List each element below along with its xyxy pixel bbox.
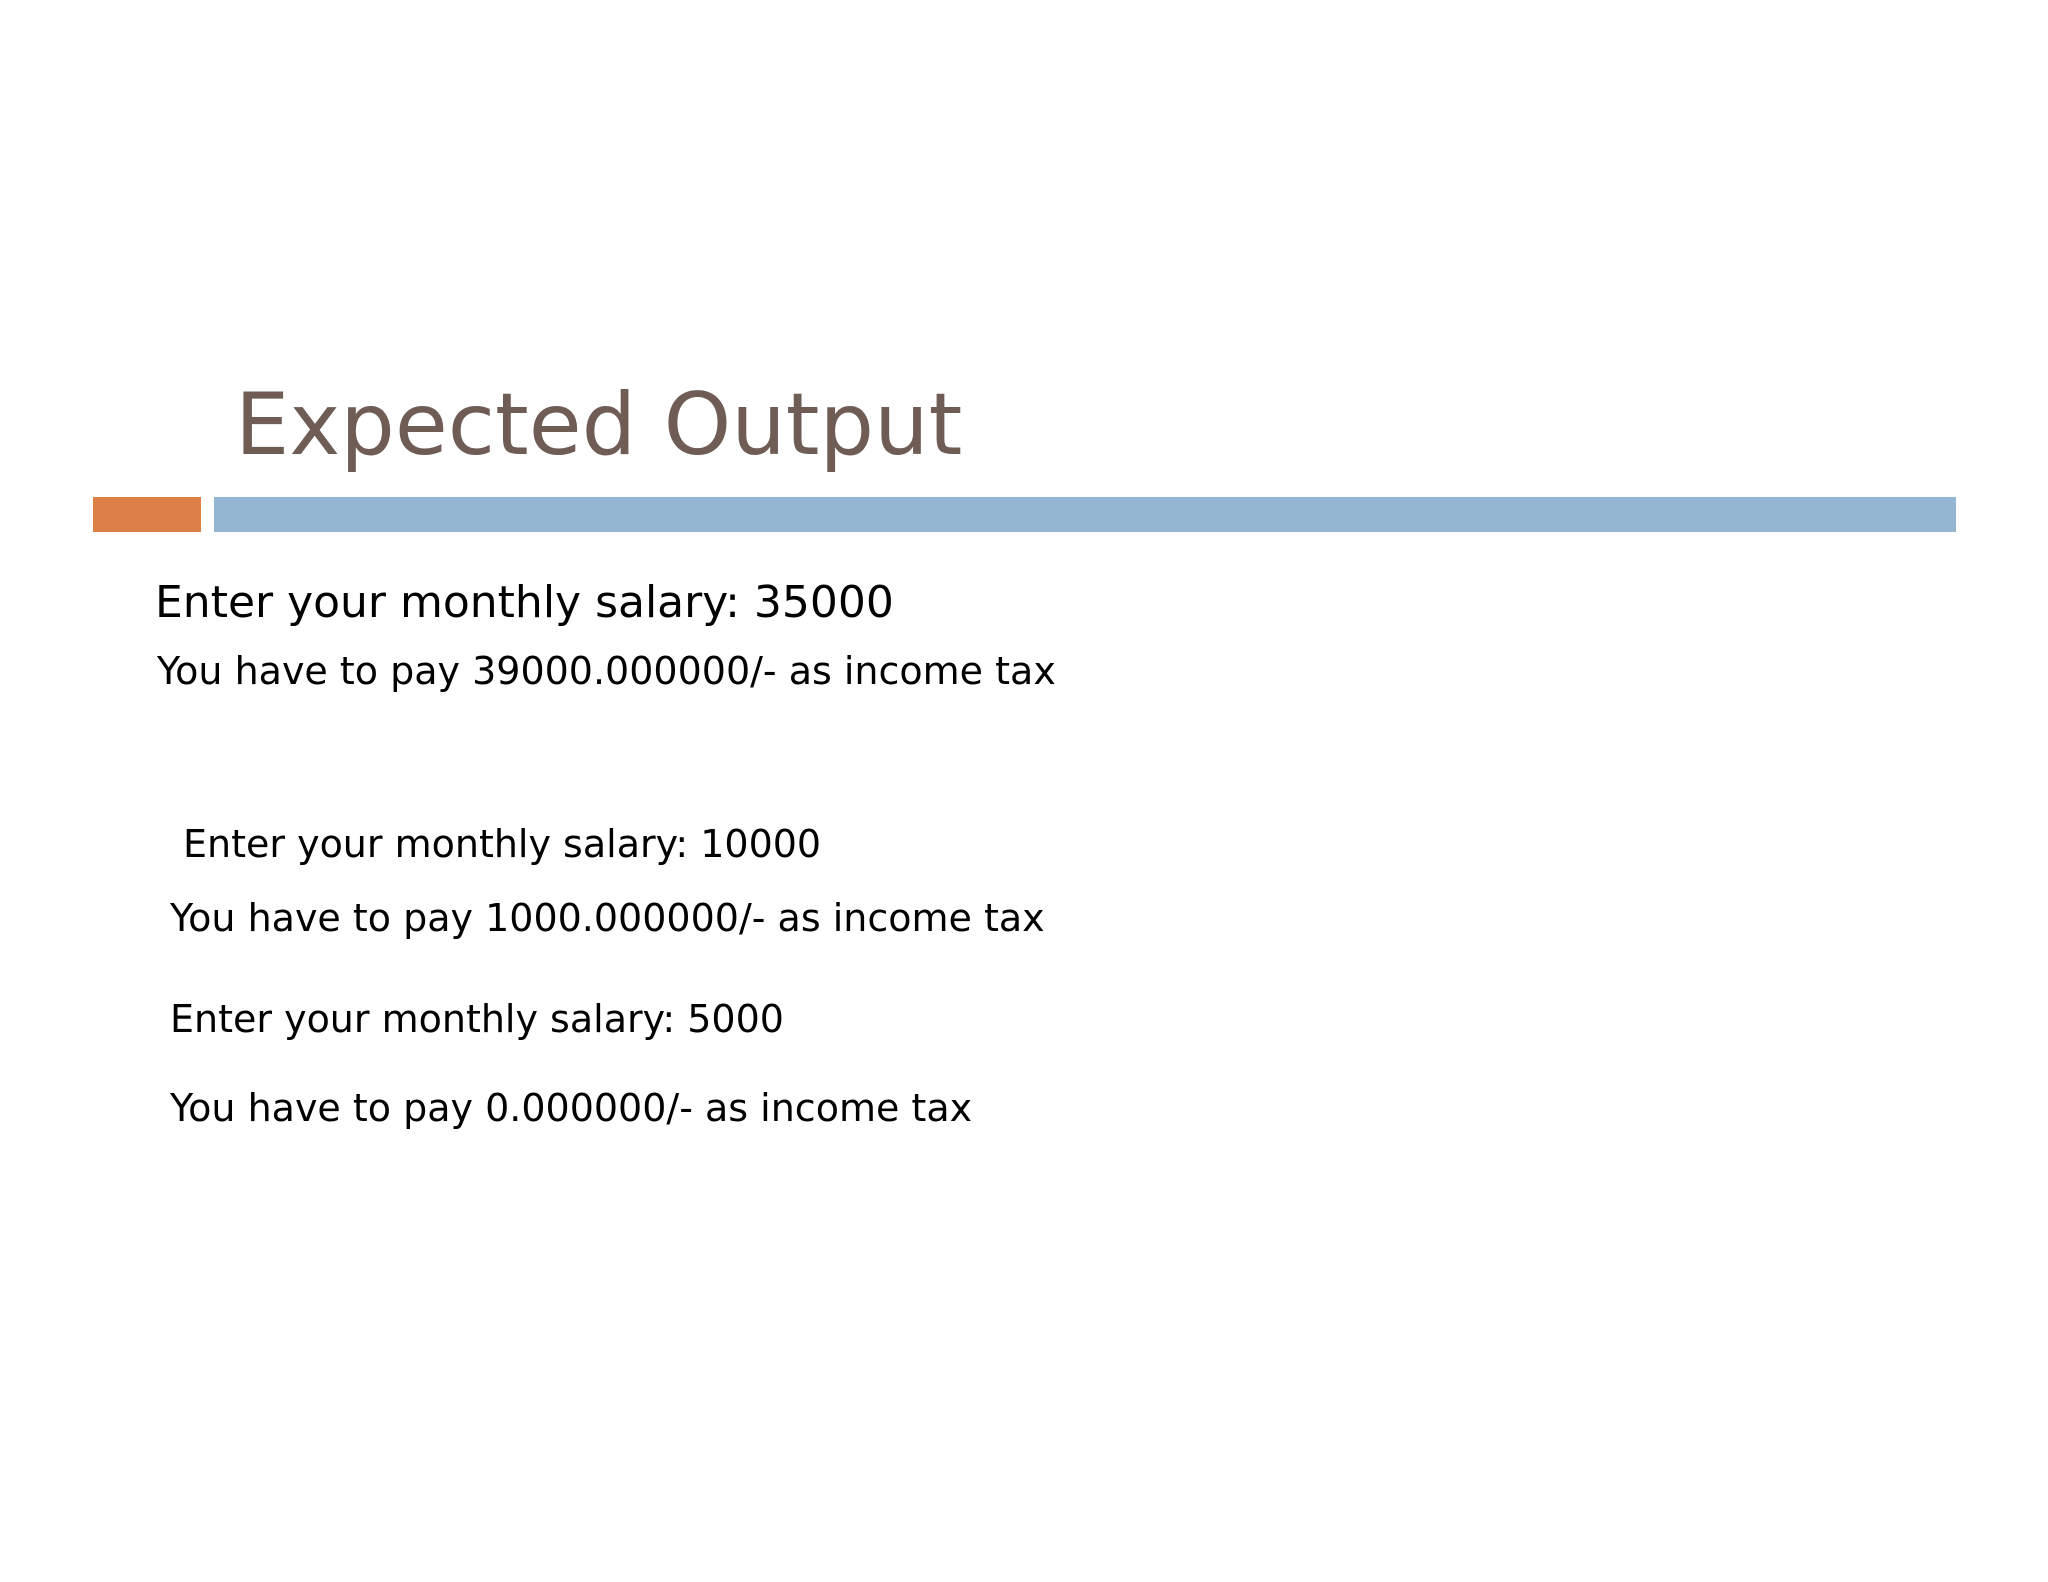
salary-prompt-1: Enter your monthly salary: 35000 [155, 577, 894, 628]
salary-prompt-2: Enter your monthly salary: 10000 [183, 822, 822, 866]
title-accent-orange-bar [93, 497, 201, 532]
tax-result-3: You have to pay 0.000000/- as income tax [170, 1086, 973, 1130]
title-accent-blue-bar [214, 497, 1956, 532]
slide-title: Expected Output [235, 375, 963, 475]
tax-result-2: You have to pay 1000.000000/- as income tax [170, 896, 1045, 940]
tax-result-1: You have to pay 39000.000000/- as income tax [157, 649, 1056, 693]
salary-prompt-3: Enter your monthly salary: 5000 [170, 997, 784, 1041]
